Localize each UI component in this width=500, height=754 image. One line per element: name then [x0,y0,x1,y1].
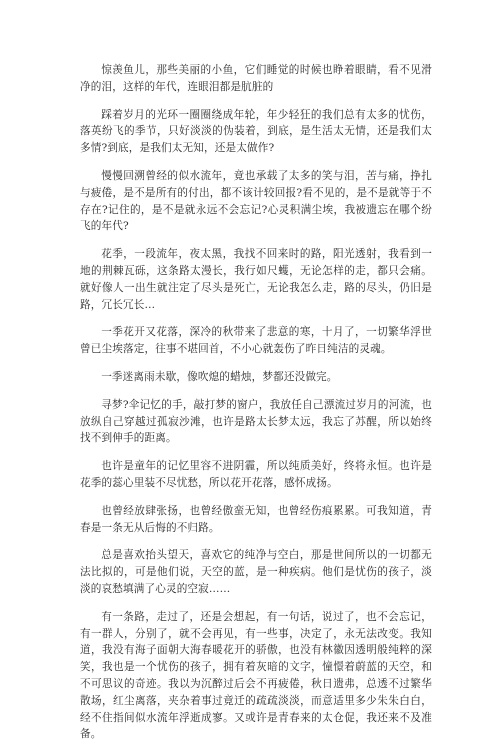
paragraph: 一季迷离雨未歇，像吹熄的蜡烛，梦都还没做完。 [101,370,338,383]
paragraph: 惊羡鱼儿，那些美丽的小鱼，它们睡觉的时候也睁着眼睛，看不见滑净的泪，这样的年代，连眼泪都是肮脏的 [80,64,432,93]
paragraph: 也曾经放肆张扬，也曾经傲蛮无知，也曾经伤痕累累。可我知道，青春是一条无从后悔的不归路。 [80,504,432,534]
paragraph: 总是喜欢抬头望天，喜欢它的纯净与空白，那是世间所以的一切都无法比拟的，可是他们说，天空的蓝，是一种疾病。他们是忧伤的孩子，淡淡的哀愁填满了心灵的空寂…… [80,549,432,595]
paragraph: 有一条路，走过了，还是会想起，有一句话，说过了，也不会忘记，有一群人，分别了，就不会再见，有一些事，决定了，永无法改变。我知道，我没有海子面朝大海春暖花开的骄傲，也没有林徽因透明般纯粹的深笑，我也是一个忧伤的孩子，拥有着灰暗的文字，憧憬着蔚蓝的天空，和不可思议的奇迹。我以为沉醉过后会不再疲倦，秋日遗弗，总透不过繁华散场，红尘离落，夹杂着事过竟迁的疏疏淡淡，而意适里多少朱朱白白，经不住指间似水流年浮逝成寥。又或许是青春来的太仓促，我还来不及准备。 [80,610,432,741]
article-body [80,62,432,754]
paragraph: 也许是童年的记忆里容不进阴霾，所以纯质美好，终将永恒。也许是花季的蕊心里装不尽忧愁，所以花开花落，感怀成扬。 [80,460,432,489]
paragraph: 踩着岁月的光环一圈圈绕成年轮，年少轻狂的我们总有太多的忧伤，落英纷飞的季节，只好淡淡的伪装着，到底，是生活太无情，还是我们太多情?到底，是我们太无知，还是太做作? [80,108,432,155]
paragraph: 花季，一段流年，夜太黑，我找不回来时的路，阳光透射，我看到一地的荆棘瓦砾，这条路太漫长，我行如尺蠖，无论怎样的走，都只会痛。就好像人一出生就注定了尽头是死亡，无论我怎么走，路的尽头，仍旧是路，冗长冗长… [80,248,432,311]
paragraph: 寻梦?伞记忆的手，敲打梦的窗户，我放任自己漂流过岁月的河流，也放纵自己穿越过孤寂沙滩，也许是路太长梦太远，我忘了苏醒，所以始终找不到伸手的距离。 [80,398,432,445]
paragraph: 慢慢回溯曾经的似水流年，竟也承载了太多的笑与泪，苦与痛，挣扎与疲倦，是不是所有的付出，都不该计较回报?看不见的，是不是就等于不存在?记住的，是不是就永远不会忘记?心灵积满尘埃，我被遗忘在哪个纷飞的年代? [80,169,432,233]
paragraph: 一季花开又花落，深冷的秋带来了悲意的寒，十月了，一切繁华浮世曾已尘埃落定，往事不堪回首，不小心就轰伤了昨日纯洁的灵魂。 [80,326,432,356]
